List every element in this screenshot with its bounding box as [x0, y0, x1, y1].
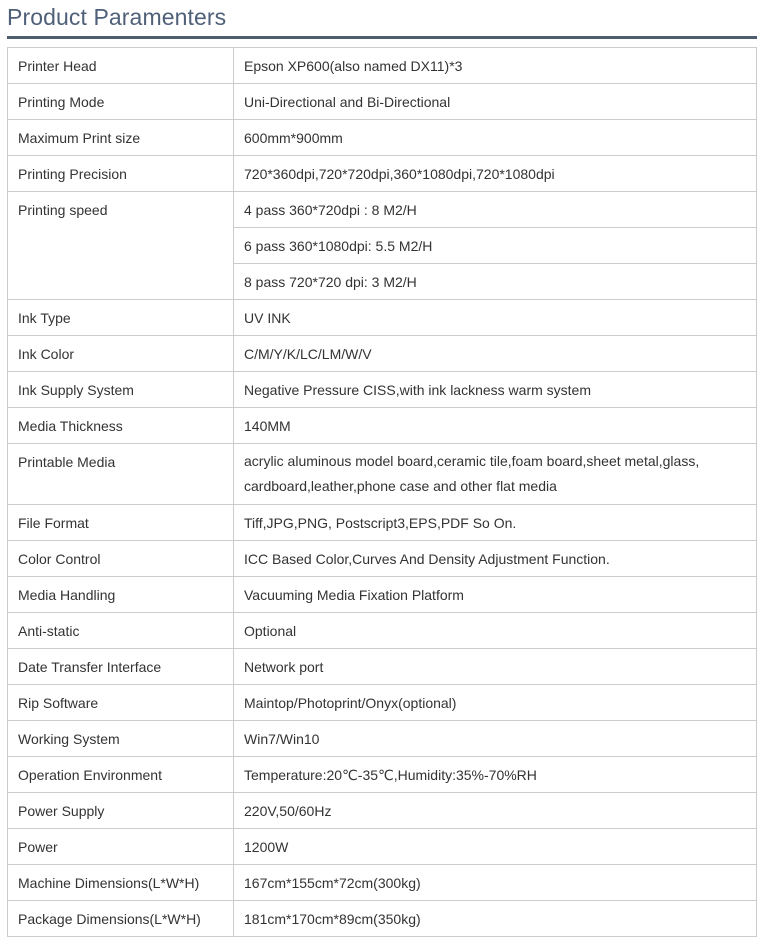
table-row — [8, 721, 757, 757]
table-row — [8, 829, 757, 865]
table-row — [8, 192, 757, 228]
param-value: 4 pass 360*720dpi : 8 M2/H — [234, 192, 757, 228]
param-value: 8 pass 720*720 dpi: 3 M2/H — [234, 264, 757, 300]
param-label: Machine Dimensions(L*W*H) — [8, 865, 234, 901]
param-value: C/M/Y/K/LC/LM/W/V — [234, 336, 757, 372]
table-row — [8, 613, 757, 649]
table-row — [8, 120, 757, 156]
table-row — [8, 48, 757, 84]
param-label: Power Supply — [8, 793, 234, 829]
table-row — [8, 300, 757, 336]
param-label: Printing Mode — [8, 84, 234, 120]
param-value: 220V,50/60Hz — [234, 793, 757, 829]
param-label: Printable Media — [8, 444, 234, 505]
param-label: Media Handling — [8, 577, 234, 613]
param-value: 720*360dpi,720*720dpi,360*1080dpi,720*1080dpi — [234, 156, 757, 192]
param-label: Color Control — [8, 541, 234, 577]
table-row — [8, 156, 757, 192]
param-value: acrylic aluminous model board,ceramic tile,foam board,sheet metal,glass, cardboard,leather,phone case and other flat media — [234, 444, 757, 505]
param-label: Power — [8, 829, 234, 865]
param-label: Ink Type — [8, 300, 234, 336]
param-value: 181cm*170cm*89cm(350kg) — [234, 901, 757, 937]
table-row — [8, 649, 757, 685]
param-value: Optional — [234, 613, 757, 649]
param-label: Printing Precision — [8, 156, 234, 192]
param-label: Operation Environment — [8, 757, 234, 793]
param-value: Negative Pressure CISS,with ink lackness warm system — [234, 372, 757, 408]
param-label: Working System — [8, 721, 234, 757]
param-value: UV INK — [234, 300, 757, 336]
table-row — [8, 84, 757, 120]
param-value: Vacuuming Media Fixation Platform — [234, 577, 757, 613]
param-label: Rip Software — [8, 685, 234, 721]
param-value: Win7/Win10 — [234, 721, 757, 757]
param-value: 600mm*900mm — [234, 120, 757, 156]
param-value: ICC Based Color,Curves And Density Adjustment Function. — [234, 541, 757, 577]
product-parameters-table — [7, 47, 757, 937]
param-label: Package Dimensions(L*W*H) — [8, 901, 234, 937]
table-row — [8, 408, 757, 444]
param-value: 1200W — [234, 829, 757, 865]
param-label: File Format — [8, 505, 234, 541]
table-row — [8, 336, 757, 372]
param-label: Anti-static — [8, 613, 234, 649]
param-value: Epson XP600(also named DX11)*3 — [234, 48, 757, 84]
param-label: Maximum Print size — [8, 120, 234, 156]
table-row — [8, 865, 757, 901]
page-title: Product Paramenters — [7, 4, 227, 30]
param-value: Maintop/Photoprint/Onyx(optional) — [234, 685, 757, 721]
param-label: Ink Color — [8, 336, 234, 372]
table-row — [8, 541, 757, 577]
table-row — [8, 505, 757, 541]
table-row — [8, 793, 757, 829]
param-value: Tiff,JPG,PNG, Postscript3,EPS,PDF So On. — [234, 505, 757, 541]
param-value: Uni-Directional and Bi-Directional — [234, 84, 757, 120]
param-label: Media Thickness — [8, 408, 234, 444]
table-row — [8, 372, 757, 408]
table-row — [8, 901, 757, 937]
param-value: Network port — [234, 649, 757, 685]
table-row — [8, 444, 757, 505]
page-header — [7, 0, 757, 39]
param-value: 140MM — [234, 408, 757, 444]
table-row — [8, 757, 757, 793]
param-label: Printer Head — [8, 48, 234, 84]
param-value: Temperature:20℃-35℃,Humidity:35%-70%RH — [234, 757, 757, 793]
param-value: 167cm*155cm*72cm(300kg) — [234, 865, 757, 901]
param-value: 6 pass 360*1080dpi: 5.5 M2/H — [234, 228, 757, 264]
param-label: Printing speed — [8, 192, 234, 300]
param-label: Ink Supply System — [8, 372, 234, 408]
table-row — [8, 685, 757, 721]
param-label: Date Transfer Interface — [8, 649, 234, 685]
table-row — [8, 577, 757, 613]
